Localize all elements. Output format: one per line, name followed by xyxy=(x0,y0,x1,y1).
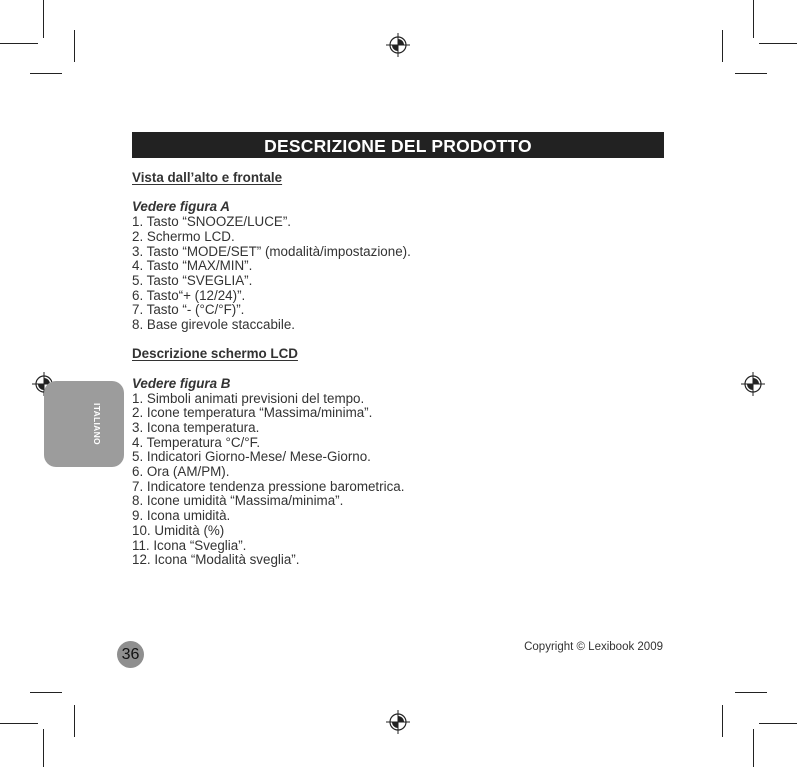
crop-mark xyxy=(30,692,62,693)
list-item: 2. Schermo LCD. xyxy=(132,228,235,244)
list-item: 6. Ora (AM/PM). xyxy=(132,464,230,480)
list-item: 3. Tasto “MODE/SET” (modalità/impostazione). xyxy=(132,243,411,259)
crop-mark xyxy=(722,30,723,62)
crop-mark xyxy=(0,43,38,44)
crop-mark xyxy=(759,43,797,44)
list-item: 4. Temperatura °C/°F. xyxy=(132,434,261,450)
figure-b-list xyxy=(132,392,672,568)
crop-mark xyxy=(74,705,75,737)
list-item: 8. Icone umidità “Massima/minima”. xyxy=(132,493,344,509)
list-item: 1. Tasto “SNOOZE/LUCE”. xyxy=(132,214,291,230)
registration-mark-icon xyxy=(386,710,410,734)
crop-mark xyxy=(0,723,38,724)
page-title: DESCRIZIONE DEL PRODOTTO xyxy=(132,132,664,158)
registration-mark-icon xyxy=(741,372,765,396)
figure-a-subhead: Vedere figura A xyxy=(132,199,230,215)
list-item: 5. Indicatori Giorno-Mese/ Mese-Giorno. xyxy=(132,449,371,465)
main-content xyxy=(132,171,672,568)
crop-mark xyxy=(74,30,75,62)
figure-b-subhead: Vedere figura B xyxy=(132,375,231,391)
list-item: 3. Icona temperatura. xyxy=(132,419,260,435)
list-item: 12. Icona “Modalità sveglia”. xyxy=(132,552,300,568)
list-item: 9. Icona umidità. xyxy=(132,508,231,524)
crop-mark xyxy=(30,73,62,74)
figure-a-list xyxy=(132,215,672,333)
list-item: 7. Tasto “- (°C/°F)”. xyxy=(132,302,245,318)
registration-mark-icon xyxy=(386,33,410,57)
crop-mark xyxy=(753,0,754,38)
crop-mark xyxy=(43,0,44,38)
section-title-lcd: Descrizione schermo LCD xyxy=(132,346,298,362)
crop-mark xyxy=(43,729,44,767)
crop-mark xyxy=(735,692,767,693)
list-item: 2. Icone temperatura “Massima/minima”. xyxy=(132,405,373,421)
list-item: 5. Tasto “SVEGLIA”. xyxy=(132,272,253,288)
list-item: 11. Icona “Sveglia”. xyxy=(132,537,247,553)
list-item: 8. Base girevole staccabile. xyxy=(132,317,296,333)
list-item: 1. Simboli animati previsioni del tempo. xyxy=(132,390,365,406)
crop-mark xyxy=(753,729,754,767)
language-tab-label: ITALIANO xyxy=(92,403,102,445)
list-item: 4. Tasto “MAX/MIN”. xyxy=(132,258,253,274)
page-number-badge: 36 xyxy=(117,641,144,668)
copyright-text: Copyright © Lexibook 2009 xyxy=(524,641,663,653)
crop-mark xyxy=(735,73,767,74)
language-tab xyxy=(44,381,124,467)
list-item: 10. Umidità (%) xyxy=(132,522,225,538)
list-item: 7. Indicatore tendenza pressione barometrica. xyxy=(132,478,405,494)
crop-mark xyxy=(722,705,723,737)
list-item: 6. Tasto“+ (12/24)”. xyxy=(132,287,246,303)
section-title-views: Vista dall’alto e frontale xyxy=(132,170,283,185)
crop-mark xyxy=(759,723,797,724)
